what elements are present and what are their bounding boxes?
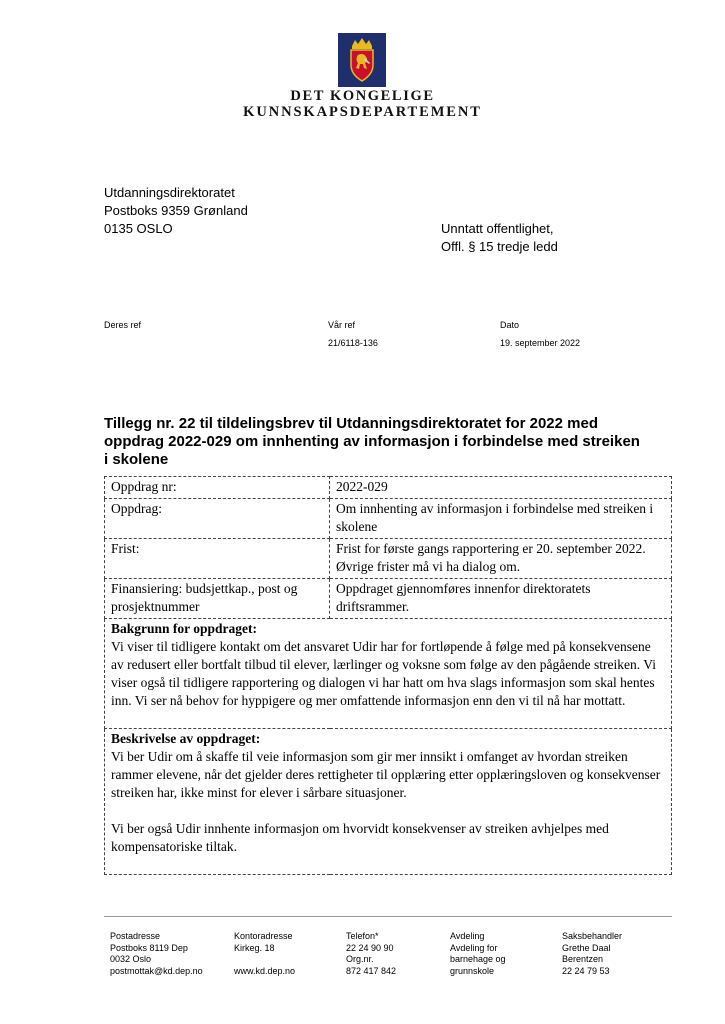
footer-text: 22 24 79 53: [562, 965, 610, 976]
table-label-cell: Oppdrag:: [105, 499, 330, 539]
footer-text: Postadresse: [110, 931, 161, 941]
footer-text: 22 24 90 90: [346, 942, 394, 953]
bakgrunn-text: Vi viser til tidligere kontakt om det ansvaret Udir har for fortløpende å følge med på konsekvensene av redusert eller bortfalt tilbud til elever, lærlinger og voksne som følge av den pågående streiken. Vi viser også til tidligere rapportering og dialogen vi har hatt om hva slags informasjon som skal hentes inn. Vi ser nå behov for hyppigere og mer omfattende informasjon enn den vi til nå har mottatt.: [111, 639, 656, 708]
beskrivelse-text-1: Vi ber Udir om å skaffe til veie informasjon som gir mer innsikt i omfanget av hvordan streiken rammer elevene, når det gjelder deres rettigheter til opplæring etter opplæringsloven og konsekvenser streiken har, ikke minst for elever i sårbare situasjoner.: [111, 749, 661, 800]
table-row: [105, 499, 672, 539]
footer-text: Saksbehandler: [562, 931, 623, 941]
footer-avdeling: [450, 931, 506, 977]
footer-text: 0032 Oslo: [110, 954, 152, 964]
table-label-cell: Finansiering: budsjettkap., post og prosjektnummer: [105, 579, 330, 619]
recipient-postbox: Postboks 9359 Grønland: [104, 203, 248, 218]
table-value-cell: 2022-029: [330, 477, 672, 499]
table-value-cell: Oppdraget gjennomføres innenfor direktoratets driftsrammer.: [330, 579, 672, 619]
assignment-table: [104, 476, 672, 875]
beskrivelse-section: [105, 729, 672, 875]
table-label-cell: Frist:: [105, 539, 330, 579]
table-row: [105, 579, 672, 619]
footer-text: Telefon*: [346, 931, 379, 941]
bakgrunn-heading: Bakgrunn for oppdraget:: [111, 621, 258, 636]
classification-line1: Unntatt offentlighet,: [441, 221, 554, 236]
table-row: [105, 729, 672, 875]
footer-postadresse: [110, 931, 203, 977]
table-value-cell: Frist for første gangs rapportering er 20. september 2022. Øvrige frister må vi ha dialog om.: [330, 539, 672, 579]
footer-text: Kontoradresse: [234, 931, 293, 941]
document-title: Tillegg nr. 22 til tildelingsbrev til Utdanningsdirektoratet for 2022 med oppdrag 2022-029 om innhenting av informasjon i forbindelse med streiken i skolene: [104, 415, 640, 468]
ministry-name-line1: DET KONGELIGE: [290, 88, 435, 104]
footer-divider: [104, 916, 672, 917]
recipient-name: Utdanningsdirektoratet: [104, 185, 235, 200]
footer-website-link[interactable]: www.kd.dep.no: [234, 965, 296, 976]
recipient-address: [104, 184, 248, 238]
footer-text: Avdeling: [450, 931, 485, 941]
classification-line2: Offl. § 15 tredje ledd: [441, 239, 558, 254]
footer-email-link[interactable]: postmottak@kd.dep.no: [110, 965, 203, 976]
table-label-cell: Oppdrag nr:: [105, 477, 330, 499]
footer-text: Grethe Daal: [562, 942, 611, 953]
footer-text: Postboks 8119 Dep: [110, 942, 188, 953]
footer-text: [234, 954, 295, 966]
table-value-cell: Om innhenting av informasjon i forbindelse med streiken i skolene: [330, 499, 672, 539]
footer-text: 872 417 842: [346, 965, 397, 976]
var-ref-label: Vår ref: [328, 320, 356, 330]
table-row: [105, 477, 672, 499]
footer-text: barnehage og: [450, 954, 506, 964]
classification-note: [441, 220, 558, 256]
dato-label: Dato: [500, 320, 520, 330]
footer-text: grunnskole: [450, 965, 495, 976]
coat-of-arms-icon: [338, 33, 386, 87]
footer-text: Kirkeg. 18: [234, 942, 275, 953]
bakgrunn-section: [105, 619, 672, 729]
footer-text: Avdeling for: [450, 942, 498, 953]
var-ref-value: 21/6118-136: [328, 338, 378, 348]
deres-ref-label: Deres ref: [104, 320, 142, 330]
footer-telefon: [346, 931, 396, 977]
table-row: [105, 539, 672, 579]
footer-text: Berentzen: [562, 954, 604, 964]
ministry-name-line2: KUNNSKAPSDEPARTEMENT: [243, 104, 482, 120]
beskrivelse-text-2: Vi ber også Udir innhente informasjon om hvorvidt konsekvenser av streiken avhjelpes med kompensatoriske tiltak.: [111, 821, 609, 854]
footer-saksbehandler: [562, 931, 622, 977]
footer-text: Org.nr.: [346, 954, 374, 964]
recipient-city: 0135 OSLO: [104, 221, 173, 236]
footer-kontoradresse: [234, 931, 295, 977]
beskrivelse-heading: Beskrivelse av oppdraget:: [111, 731, 261, 746]
dato-value: 19. september 2022: [500, 338, 581, 348]
table-row: [105, 619, 672, 729]
